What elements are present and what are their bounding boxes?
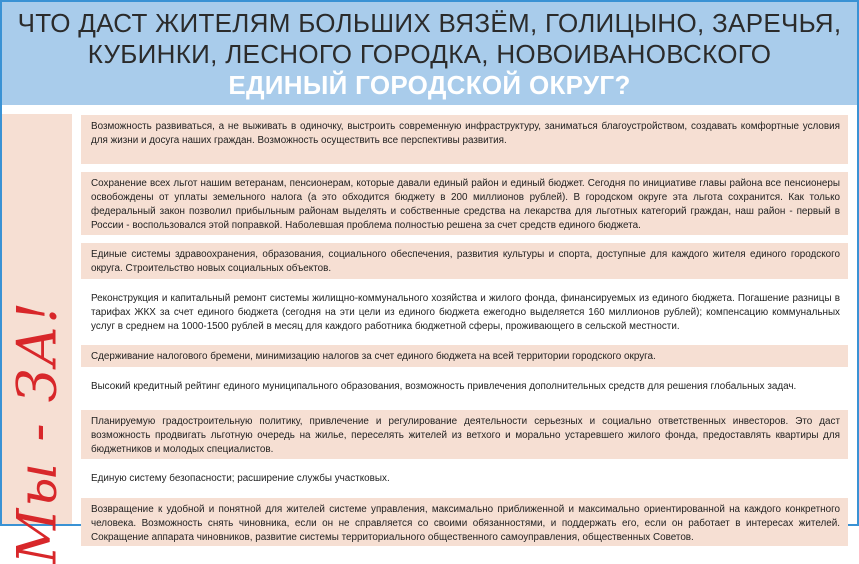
- title-line-2: КУБИНКИ, ЛЕСНОГО ГОРОДКА, НОВОИВАНОВСКОГО: [87, 39, 772, 69]
- benefit-item-9: Возвращение к удобной и понятной для жителей системе управления, максимально приближенной и максимально ориентированной на каждого конкретного человека. Возможность снять чиновника, если он не справляется со своими обязанностями, и поддержать его, если он работает в интересах жителей. Сокращение аппарата чиновников, развитие системы территориального общественного самоуправления, общественных Советов.: [81, 498, 848, 546]
- benefit-item-5: Сдерживание налогового бремени, минимизацию налогов за счет единого бюджета на всей территории городского округа.: [81, 345, 848, 367]
- header-banner: [2, 2, 857, 105]
- benefit-item-7: Планируемую градостроительную политику, привлечение и регулирование деятельности серьезных и социально ответственных инвесторов. Это даст возможность продвигать льготную очередь на жилье, переселять жителей из ветхого и морально устаревшего жилого фонда, предоставлять квартиры для бюджетников и молодых специалистов.: [81, 410, 848, 459]
- benefit-item-1: Возможность развиваться, а не выживать в одиночку, выстроить современную инфраструктуру, заниматься благоустройством, создавать комфортные условия для жизни и досуга наших граждан. Возможность осуществить все перспективы развития.: [81, 115, 848, 164]
- benefit-item-6: Высокий кредитный рейтинг единого муниципального образования, возможность привлечения дополнительных средств для решения глобальных задач.: [81, 375, 848, 402]
- title-line-3-highlight: ЕДИНЫЙ ГОРОДСКОЙ ОКРУГ?: [228, 70, 631, 100]
- benefit-item-3: Единые системы здравоохранения, образования, социального обеспечения, развития культуры и спорта, доступные для каждого жителя единого городского округа. Строительство новых социальных объектов.: [81, 243, 848, 279]
- benefit-item-2: Сохранение всех льгот нашим ветеранам, пенсионерам, которые давали единый район и единый бюджет. Сегодня по инициативе главы района все пенсионеры освобождены от уплаты земельного налога (а это обходится бюджету в 200 миллионов рублей). В городском округе эта льгота сохранится. Как только федеральный закон позволил прибыльным районам выделять и собственные средства на лекарства для льготных категорий граждан, наш район - первый в России - воспользовался этой поправкой. Наболевшая проблема полностью решена за счет средств единого бюджета.: [81, 172, 848, 235]
- benefits-list: [81, 115, 848, 554]
- slogan-text: Мы - ЗА!: [5, 299, 69, 564]
- benefit-item-8: Единую систему безопасности; расширение службы участковых.: [81, 467, 848, 490]
- title-line-1: ЧТО ДАСТ ЖИТЕЛЯМ БОЛЬШИХ ВЯЗЁМ, ГОЛИЦЫНО, ЗАРЕЧЬЯ,: [17, 8, 842, 38]
- benefit-item-4: Реконструкция и капитальный ремонт системы жилищно-коммунального хозяйства и жилого фонда, финансируемых из единого бюджета. Погашение разницы в тарифах ЖКХ за счет единого бюджета (сегодня на эти цели из единого бюджета ежегодно выделяется 160 миллионов рублей); компенсацию коммунальных услуг в среднем на 1000-1500 рублей в месяц для каждого работника бюджетной сферы, проживающего в сельской местности.: [81, 287, 848, 337]
- slogan-sidebar: [2, 114, 72, 564]
